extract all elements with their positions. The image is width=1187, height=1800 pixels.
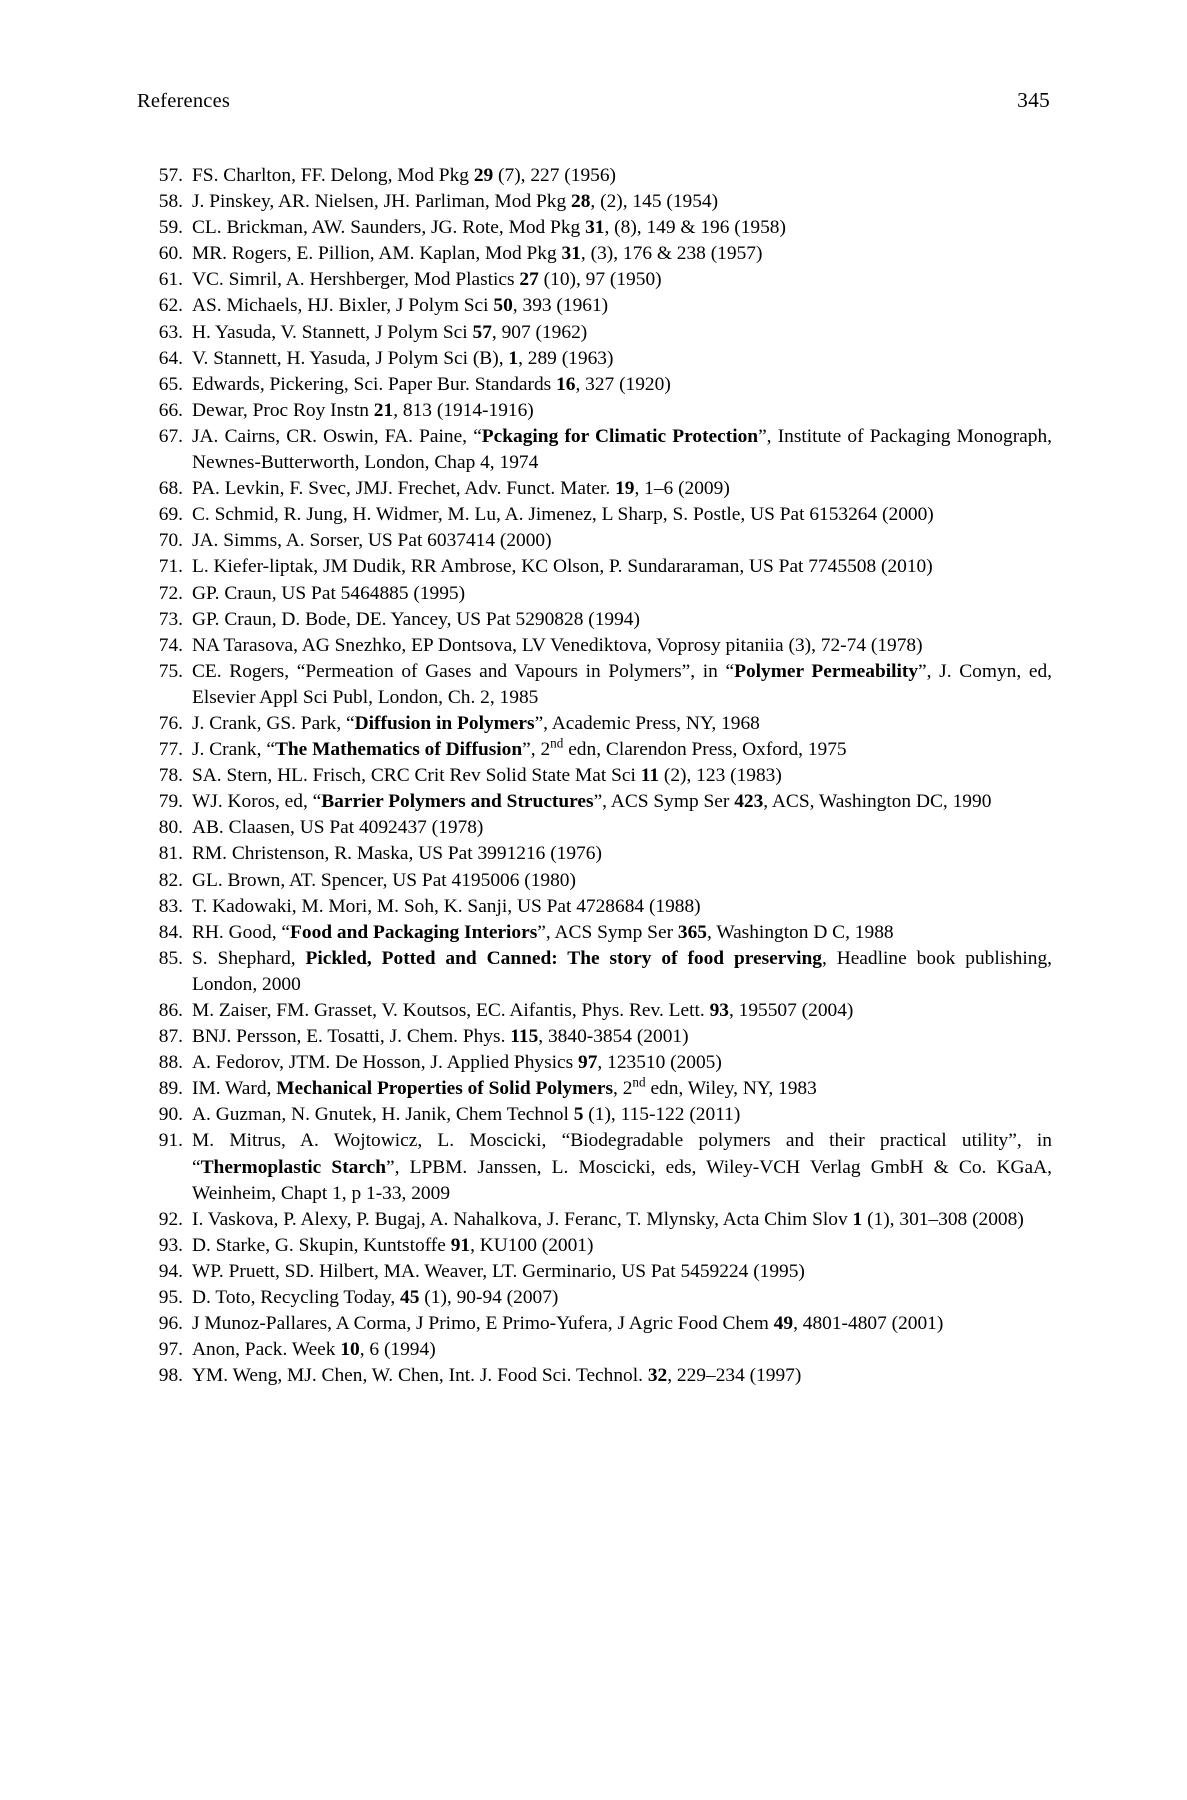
reference-item: [152, 189, 1052, 215]
reference-text: H. Yasuda, V. Stannett, J Polym Sci 57, 907 (1962): [192, 321, 588, 343]
reference-item: [152, 737, 1052, 763]
reference-text: IM. Ward, Mechanical Properties of Solid Polymers, 2nd edn, Wiley, NY, 1983: [192, 1074, 817, 1100]
reference-text: CE. Rogers, “Permeation of Gases and Vapours in Polymers”, in “Polymer Permeability”, J. Comyn, ed, Elsevier Appl Sci Publ, London, Ch. 2, 1985: [192, 660, 1052, 708]
reference-text: JA. Cairns, CR. Oswin, FA. Paine, “Pckaging for Climatic Protection”, Institute of Packaging Monograph, Newnes-Butterworth, London, Chap 4, 1974: [192, 425, 1052, 474]
reference-number: 59.: [158, 217, 183, 239]
reference-text: I. Vaskova, P. Alexy, P. Bugaj, A. Nahalkova, J. Feranc, T. Mlynsky, Acta Chim Slov 1 (1), 301–308 (2008): [192, 1208, 1024, 1230]
reference-text: Dewar, Proc Roy Instn 21, 813 (1914-1916): [192, 399, 534, 421]
reference-item: [152, 868, 1052, 894]
reference-text: FS. Charlton, FF. Delong, Mod Pkg 29 (7), 227 (1956): [192, 165, 616, 186]
reference-number: 87.: [158, 1026, 183, 1048]
reference-number: 71.: [158, 556, 183, 578]
reference-number: 97.: [158, 1339, 183, 1361]
reference-text: A. Fedorov, JTM. De Hosson, J. Applied Physics 97, 123510 (2005): [192, 1052, 722, 1074]
reference-text: SA. Stern, HL. Frisch, CRC Crit Rev Solid State Mat Sci 11 (2), 123 (1983): [192, 765, 782, 787]
reference-item: [152, 659, 1052, 711]
reference-number: 63.: [158, 321, 183, 343]
reference-item: [152, 163, 1052, 189]
reference-text: Anon, Pack. Week 10, 6 (1994): [192, 1339, 436, 1361]
reference-text: WP. Pruett, SD. Hilbert, MA. Weaver, LT. Germinario, US Pat 5459224 (1995): [192, 1260, 805, 1282]
reference-number: 78.: [158, 765, 183, 787]
reference-text: GL. Brown, AT. Spencer, US Pat 4195006 (1980): [192, 869, 576, 891]
reference-text: A. Guzman, N. Gnutek, H. Janik, Chem Technol 5 (1), 115-122 (2011): [192, 1104, 741, 1126]
reference-number: 69.: [158, 504, 183, 526]
reference-number: 62.: [158, 295, 183, 317]
reference-item: [152, 894, 1052, 920]
reference-text: J. Crank, “The Mathematics of Diffusion”, 2nd edn, Clarendon Press, Oxford, 1975: [192, 735, 847, 761]
reference-text: J. Crank, GS. Park, “Diffusion in Polymers”, Academic Press, NY, 1968: [192, 712, 760, 734]
reference-text: S. Shephard, Pickled, Potted and Canned: The story of food preserving, Headline book publishing, London, 2000: [192, 947, 1053, 995]
reference-item: [152, 267, 1052, 293]
reference-text: RH. Good, “Food and Packaging Interiors”, ACS Symp Ser 365, Washington D C, 1988: [192, 921, 894, 943]
reference-item: [152, 476, 1052, 502]
reference-item: [152, 502, 1052, 528]
reference-number: 74.: [158, 634, 183, 656]
reference-text: T. Kadowaki, M. Mori, M. Soh, K. Sanji, US Pat 4728684 (1988): [192, 895, 701, 917]
reference-item: [152, 372, 1052, 398]
reference-item: [152, 398, 1052, 424]
reference-item: [152, 320, 1052, 346]
reference-item: [152, 1207, 1052, 1233]
reference-item: [152, 581, 1052, 607]
reference-item: [152, 763, 1052, 789]
reference-number: 89.: [158, 1078, 183, 1100]
reference-item: [152, 346, 1052, 372]
reference-text: M. Zaiser, FM. Grasset, V. Koutsos, EC. Aifantis, Phys. Rev. Lett. 93, 195507 (2004): [192, 1000, 854, 1021]
reference-item: [152, 1233, 1052, 1259]
reference-item: [152, 1024, 1052, 1050]
reference-number: 91.: [158, 1130, 183, 1152]
reference-number: 61.: [158, 269, 183, 291]
reference-text: PA. Levkin, F. Svec, JMJ. Frechet, Adv. Funct. Mater. 19, 1–6 (2009): [192, 478, 730, 500]
reference-number: 93.: [158, 1234, 183, 1256]
reference-item: [152, 554, 1052, 580]
reference-text: VC. Simril, A. Hershberger, Mod Plastics 27 (10), 97 (1950): [192, 269, 662, 291]
reference-number: 83.: [158, 895, 183, 917]
reference-text: J Munoz-Pallares, A Corma, J Primo, E Primo-Yufera, J Agric Food Chem 49, 4801-4807 (2001): [192, 1313, 944, 1335]
reference-text: WJ. Koros, ed, “Barrier Polymers and Structures”, ACS Symp Ser 423, ACS, Washington DC, 1990: [192, 791, 992, 813]
reference-number: 85.: [158, 947, 183, 969]
reference-number: 64.: [158, 347, 183, 369]
reference-item: [152, 711, 1052, 737]
reference-text: AB. Claasen, US Pat 4092437 (1978): [192, 817, 484, 839]
reference-text: D. Toto, Recycling Today, 45 (1), 90-94 (2007): [192, 1287, 559, 1309]
reference-number: 57.: [158, 165, 183, 186]
reference-item: [152, 424, 1052, 476]
reference-item: [152, 215, 1052, 241]
reference-text: CL. Brickman, AW. Saunders, JG. Rote, Mod Pkg 31, (8), 149 & 196 (1958): [192, 217, 786, 239]
reference-number: 67.: [158, 425, 183, 447]
reference-text: C. Schmid, R. Jung, H. Widmer, M. Lu, A. Jimenez, L Sharp, S. Postle, US Pat 6153264 (2000): [192, 504, 934, 526]
reference-item: [152, 1311, 1052, 1337]
reference-text: L. Kiefer-liptak, JM Dudik, RR Ambrose, KC Olson, P. Sundararaman, US Pat 7745508 (2010): [192, 556, 933, 578]
reference-text: GP. Craun, US Pat 5464885 (1995): [192, 582, 466, 604]
reference-item: [152, 607, 1052, 633]
reference-item: [152, 293, 1052, 319]
reference-number: 81.: [158, 843, 183, 865]
reference-number: 92.: [158, 1208, 183, 1230]
reference-number: 96.: [158, 1313, 183, 1335]
reference-number: 66.: [158, 399, 183, 421]
reference-number: 77.: [158, 739, 183, 761]
reference-item: [152, 946, 1052, 998]
reference-text: M. Mitrus, A. Wojtowicz, L. Moscicki, “Biodegradable polymers and their practical utility”, in “Thermoplastic Starch”, LPBM. Janssen, L. Moscicki, eds, Wiley-VCH Verlag GmbH & Co. KGaA, Weinheim, Chapt 1, p 1-33, 2009: [192, 1130, 1052, 1204]
reference-number: 60.: [158, 243, 183, 265]
running-title: References: [137, 90, 231, 112]
reference-text: GP. Craun, D. Bode, DE. Yancey, US Pat 5290828 (1994): [192, 608, 640, 630]
reference-item: [152, 1076, 1052, 1102]
reference-text: J. Pinskey, AR. Nielsen, JH. Parliman, Mod Pkg 28, (2), 145 (1954): [192, 191, 719, 213]
reference-number: 76.: [158, 712, 183, 734]
reference-number: 80.: [158, 817, 183, 839]
reference-item: [152, 789, 1052, 815]
reference-number: 90.: [158, 1104, 183, 1126]
reference-number: 94.: [158, 1260, 183, 1282]
reference-item: [152, 241, 1052, 267]
reference-text: V. Stannett, H. Yasuda, J Polym Sci (B), 1, 289 (1963): [192, 347, 614, 369]
reference-number: 86.: [158, 1000, 183, 1021]
reference-item: [152, 1337, 1052, 1363]
reference-text: JA. Simms, A. Sorser, US Pat 6037414 (2000): [192, 530, 552, 552]
reference-item: [152, 1102, 1052, 1128]
reference-text: Edwards, Pickering, Sci. Paper Bur. Standards 16, 327 (1920): [192, 373, 671, 395]
reference-number: 68.: [158, 478, 183, 500]
reference-item: [152, 528, 1052, 554]
reference-number: 58.: [158, 191, 183, 213]
page-header: [137, 88, 1050, 113]
reference-item: [152, 1050, 1052, 1076]
reference-item: [152, 1285, 1052, 1311]
reference-item: [152, 1363, 1052, 1389]
reference-item: [152, 841, 1052, 867]
reference-number: 75.: [158, 660, 183, 682]
reference-text: D. Starke, G. Skupin, Kuntstoffe 91, KU100 (2001): [192, 1234, 594, 1256]
reference-item: [152, 633, 1052, 659]
reference-number: 88.: [158, 1052, 183, 1074]
reference-item: [152, 1128, 1052, 1206]
reference-text: NA Tarasova, AG Snezhko, EP Dontsova, LV Venediktova, Voprosy pitaniia (3), 72-74 (1978): [192, 634, 923, 656]
reference-list: [152, 163, 1052, 1389]
reference-text: MR. Rogers, E. Pillion, AM. Kaplan, Mod Pkg 31, (3), 176 & 238 (1957): [192, 243, 763, 265]
reference-number: 84.: [158, 921, 183, 943]
page-number: 345: [1017, 88, 1050, 112]
reference-text: RM. Christenson, R. Maska, US Pat 3991216 (1976): [192, 843, 602, 865]
reference-item: [152, 815, 1052, 841]
reference-number: 95.: [158, 1287, 183, 1309]
reference-number: 98.: [158, 1365, 183, 1387]
reference-text: YM. Weng, MJ. Chen, W. Chen, Int. J. Food Sci. Technol. 32, 229–234 (1997): [192, 1365, 802, 1387]
reference-number: 79.: [158, 791, 183, 813]
reference-text: BNJ. Persson, E. Tosatti, J. Chem. Phys. 115, 3840-3854 (2001): [192, 1026, 689, 1048]
reference-number: 70.: [158, 530, 183, 552]
reference-number: 65.: [158, 373, 183, 395]
reference-item: [152, 920, 1052, 946]
reference-number: 72.: [158, 582, 183, 604]
reference-item: [152, 998, 1052, 1024]
reference-number: 73.: [158, 608, 183, 630]
reference-item: [152, 1259, 1052, 1285]
reference-text: AS. Michaels, HJ. Bixler, J Polym Sci 50, 393 (1961): [192, 295, 609, 317]
reference-number: 82.: [158, 869, 183, 891]
